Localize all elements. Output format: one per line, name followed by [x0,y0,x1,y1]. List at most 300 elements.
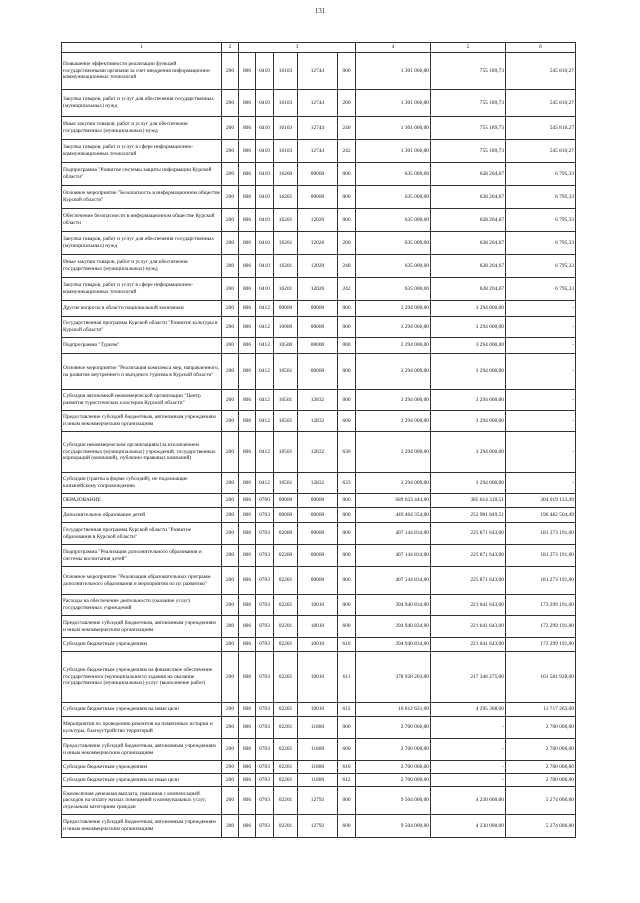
row-expense-type-code: 200 [338,232,356,255]
row-executed-amount: 628 204,67 [431,278,506,301]
row-expense-type-code: 000 [338,163,356,186]
row-section-code: 0410 [256,209,274,232]
row-expense-type-code: 240 [338,255,356,278]
row-approved-amount: 635 000,00 [356,209,431,232]
row-remaining-amount: 545 810,27 [506,117,576,140]
row-approved-amount: 9 504 000,00 [356,815,431,838]
row-expense-type-code: 000 [338,209,356,232]
row-ministry-code: 806 [239,117,256,140]
table-row [62,508,576,523]
row-admin-code: 200 [222,338,239,354]
row-remaining-amount: 6 795,33 [506,232,576,255]
row-section-code: 0410 [256,140,274,163]
row-name: Закупка товаров, работ и услуг для обеспечения государственных (муниципальных) нужд [62,232,222,255]
row-section-code: 0412 [256,338,274,354]
row-name: Подпрограмма "Туризм" [62,338,222,354]
table-row [62,354,576,390]
row-remaining-amount: 173 299 191,00 [506,638,576,652]
row-direction-code: 00000 [298,338,338,354]
column-header-4: 4 [356,43,431,53]
row-direction-code: 12020 [298,232,338,255]
row-name: Дополнительное образование детей [62,508,222,523]
row-expense-type-code: 000 [338,787,356,815]
column-header-5: 5 [431,43,506,53]
row-remaining-amount: 545 810,27 [506,90,576,117]
row-section-code: 0412 [256,473,274,494]
row-direction-code: 12020 [298,278,338,301]
table-row [62,186,576,209]
row-program-code: 02201 [274,774,298,787]
row-expense-type-code: 611 [338,652,356,703]
row-approved-amount: 394 940 834,00 [356,638,431,652]
row-admin-code: 200 [222,53,239,90]
table-row [62,703,576,717]
row-direction-code: 10010 [298,652,338,703]
table-row [62,652,576,703]
row-program-code: 00000 [274,508,298,523]
row-remaining-amount: 6 795,33 [506,186,576,209]
row-section-code: 0410 [256,53,274,90]
row-admin-code: 200 [222,354,239,390]
page-number: 131 [314,7,326,15]
row-ministry-code: 806 [239,787,256,815]
row-executed-amount: 4 230 000,00 [431,787,506,815]
row-name: Субсидии бюджетным учреждениям [62,638,222,652]
row-program-code: 16103 [274,140,298,163]
row-expense-type-code: 000 [338,301,356,317]
row-approved-amount: 407 144 834,00 [356,523,431,545]
row-program-code: 02200 [274,545,298,567]
row-section-code: 0412 [256,390,274,411]
row-name: Государственная программа Курской области "Развитие культуры в Курской области" [62,317,222,338]
row-approved-amount: 1 301 000,00 [356,53,431,90]
row-admin-code: 200 [222,411,239,432]
row-executed-amount: 385 614 310,51 [431,494,506,508]
row-name: Иные закупки товаров, работ и услуг для обеспечения государственных (муниципальных) нужд [62,255,222,278]
row-executed-amount: 225 871 643,00 [431,545,506,567]
row-expense-type-code: 000 [338,595,356,616]
row-remaining-amount: 6 795,33 [506,255,576,278]
row-approved-amount: 9 504 000,00 [356,787,431,815]
row-name: Подпрограмма "Реализация дополнительного образования и системы воспитания детей" [62,545,222,567]
table-row [62,523,576,545]
row-approved-amount: 3 294 000,00 [356,473,431,494]
table-row [62,390,576,411]
row-remaining-amount: 6 795,33 [506,163,576,186]
row-remaining-amount: 181 273 191,00 [506,545,576,567]
row-direction-code: 00000 [298,163,338,186]
row-approved-amount: 635 000,00 [356,163,431,186]
row-program-code: 16103 [274,53,298,90]
row-executed-amount: 3 294 000,00 [431,301,506,317]
row-remaining-amount: - [506,390,576,411]
row-program-code: 10500 [274,338,298,354]
row-approved-amount: 3 294 000,00 [356,338,431,354]
row-approved-amount: 3 294 000,00 [356,411,431,432]
row-expense-type-code: 612 [338,703,356,717]
row-expense-type-code: 000 [338,53,356,90]
row-section-code: 0410 [256,278,274,301]
row-remaining-amount: 2 700 000,00 [506,739,576,761]
row-ministry-code: 806 [239,338,256,354]
row-remaining-amount: - [506,411,576,432]
row-admin-code: 200 [222,432,239,473]
row-program-code: 02201 [274,815,298,838]
row-program-code: 00000 [274,494,298,508]
row-remaining-amount: 173 299 191,00 [506,616,576,638]
row-section-code: 0703 [256,616,274,638]
row-ministry-code: 806 [239,761,256,774]
row-executed-amount: 252 981 849,51 [431,508,506,523]
budget-table [61,42,576,838]
row-expense-type-code: 610 [338,761,356,774]
row-remaining-amount: - [506,432,576,473]
row-executed-amount: - [431,774,506,787]
table-row [62,90,576,117]
row-remaining-amount: 304 019 133,49 [506,494,576,508]
table-row [62,761,576,774]
row-name: Закупка товаров, работ и услуг в сфере информационно-коммуникационных технологий [62,278,222,301]
row-name: Ежемесячная денежная выплата, связанная с компенсацией расходов на оплату жилых помещений и коммунальных услуг, отдельным категориям граждан [62,787,222,815]
row-admin-code: 200 [222,761,239,774]
row-approved-amount: 407 144 834,00 [356,567,431,595]
row-name: Государственная программа Курской области "Развитие образования в Курской области" [62,523,222,545]
row-name: Обеспечение безопасности в информационном обществе Курской области [62,209,222,232]
row-approved-amount: 2 700 000,00 [356,761,431,774]
row-admin-code: 200 [222,787,239,815]
row-approved-amount: 689 633 444,00 [356,494,431,508]
row-section-code: 0703 [256,815,274,838]
row-ministry-code: 806 [239,473,256,494]
row-admin-code: 200 [222,117,239,140]
row-ministry-code: 806 [239,567,256,595]
row-expense-type-code: 600 [338,411,356,432]
row-direction-code: 00000 [298,567,338,595]
row-admin-code: 200 [222,717,239,739]
row-name: Предоставление субсидий бюджетным, автономным учреждениям и иным некоммерческим организациям [62,411,222,432]
row-admin-code: 200 [222,616,239,638]
row-section-code: 0703 [256,787,274,815]
table-row [62,616,576,638]
row-executed-amount: 628 204,67 [431,186,506,209]
row-executed-amount: 225 871 643,00 [431,567,506,595]
column-header-6: 6 [506,43,576,53]
row-admin-code: 200 [222,508,239,523]
table-row [62,473,576,494]
row-ministry-code: 806 [239,508,256,523]
row-admin-code: 200 [222,140,239,163]
row-ministry-code: 806 [239,354,256,390]
row-remaining-amount: - [506,338,576,354]
row-expense-type-code: 242 [338,278,356,301]
row-admin-code: 200 [222,523,239,545]
row-section-code: 0410 [256,255,274,278]
row-ministry-code: 806 [239,255,256,278]
row-executed-amount: - [431,739,506,761]
row-name: Субсидии бюджетным учреждениям на финансовое обеспечение государственного (муниципального) задания на оказание государственных (муниципальных) услуг (выполнение работ) [62,652,222,703]
row-section-code: 0412 [256,411,274,432]
row-section-code: 0410 [256,117,274,140]
row-direction-code: 10010 [298,703,338,717]
row-program-code: 02201 [274,595,298,616]
row-program-code: 16201 [274,255,298,278]
row-admin-code: 200 [222,703,239,717]
row-program-code: 10000 [274,317,298,338]
row-remaining-amount: 196 482 504,49 [506,508,576,523]
row-executed-amount: 221 641 643,00 [431,595,506,616]
row-remaining-amount: - [506,473,576,494]
row-executed-amount: 755 189,73 [431,117,506,140]
table-row [62,494,576,508]
row-ministry-code: 806 [239,595,256,616]
row-approved-amount: 407 144 834,00 [356,545,431,567]
table-row [62,338,576,354]
row-direction-code: 12020 [298,209,338,232]
row-program-code: 16200 [274,163,298,186]
row-ministry-code: 806 [239,739,256,761]
row-ministry-code: 806 [239,432,256,473]
row-ministry-code: 806 [239,301,256,317]
column-header-2: 2 [222,43,239,53]
row-expense-type-code: 000 [338,717,356,739]
row-direction-code: 12792 [298,787,338,815]
row-approved-amount: 394 940 834,00 [356,595,431,616]
row-ministry-code: 806 [239,411,256,432]
row-ministry-code: 806 [239,163,256,186]
row-approved-amount: 449 464 354,00 [356,508,431,523]
table-row [62,432,576,473]
row-direction-code: 11800 [298,739,338,761]
row-expense-type-code: 600 [338,815,356,838]
row-approved-amount: 3 294 000,00 [356,354,431,390]
row-program-code: 16201 [274,186,298,209]
row-executed-amount: 4 230 000,00 [431,815,506,838]
table-row [62,774,576,787]
row-expense-type-code: 630 [338,432,356,473]
row-program-code: 02000 [274,523,298,545]
row-executed-amount: 755 189,73 [431,90,506,117]
row-direction-code: 10010 [298,595,338,616]
table-row [62,301,576,317]
table-header-row [62,43,576,53]
table-row [62,787,576,815]
row-program-code: 16201 [274,278,298,301]
row-admin-code: 200 [222,473,239,494]
row-direction-code: 12832 [298,411,338,432]
row-admin-code: 200 [222,317,239,338]
row-name: Субсидии бюджетным учреждениям на иные цели [62,774,222,787]
row-expense-type-code: 000 [338,390,356,411]
row-remaining-amount: 545 810,27 [506,140,576,163]
row-approved-amount: 3 294 000,00 [356,317,431,338]
row-remaining-amount: 11 717 263,00 [506,703,576,717]
row-ministry-code: 806 [239,317,256,338]
row-direction-code: 12744 [298,53,338,90]
row-direction-code: 11800 [298,774,338,787]
row-admin-code: 200 [222,739,239,761]
row-executed-amount: 755 189,73 [431,53,506,90]
row-admin-code: 200 [222,278,239,301]
row-program-code: 02201 [274,616,298,638]
row-ministry-code: 806 [239,186,256,209]
row-section-code: 0412 [256,354,274,390]
row-program-code: 02201 [274,638,298,652]
row-expense-type-code: 000 [338,508,356,523]
row-section-code: 0703 [256,703,274,717]
row-program-code: 16201 [274,232,298,255]
row-approved-amount: 1 301 000,00 [356,117,431,140]
row-approved-amount: 3 294 000,00 [356,432,431,473]
row-direction-code: 10010 [298,616,338,638]
row-admin-code: 200 [222,209,239,232]
row-ministry-code: 806 [239,638,256,652]
row-direction-code: 12744 [298,140,338,163]
row-section-code: 0412 [256,301,274,317]
row-expense-type-code: 600 [338,739,356,761]
row-program-code: 16103 [274,90,298,117]
table-row [62,717,576,739]
row-section-code: 0703 [256,523,274,545]
row-section-code: 0703 [256,595,274,616]
row-name: Субсидии бюджетным учреждениям на иные цели [62,703,222,717]
row-ministry-code: 806 [239,545,256,567]
column-header-3: 3 [239,43,356,53]
row-approved-amount: 2 700 000,00 [356,774,431,787]
table-row [62,739,576,761]
table-row [62,255,576,278]
row-admin-code: 200 [222,301,239,317]
row-direction-code: 11800 [298,717,338,739]
row-executed-amount: 221 641 643,00 [431,638,506,652]
row-program-code: 02201 [274,567,298,595]
row-ministry-code: 806 [239,815,256,838]
row-section-code: 0703 [256,717,274,739]
row-name: Основное мероприятие "Реализация образовательных программ дополнительного образования и мероприятия по их развитию" [62,567,222,595]
row-name: Иные закупки товаров, работ и услуг для обеспечения государственных (муниципальных) нужд [62,117,222,140]
row-expense-type-code: 000 [338,545,356,567]
table-row [62,140,576,163]
table-row [62,815,576,838]
row-section-code: 0703 [256,567,274,595]
row-section-code: 0703 [256,545,274,567]
row-section-code: 0410 [256,163,274,186]
row-direction-code: 11800 [298,761,338,774]
table-row [62,53,576,90]
row-name: Расходы на обеспечение деятельности (оказание услуг) государственных учреждений [62,595,222,616]
row-section-code: 0703 [256,761,274,774]
row-program-code: 02201 [274,761,298,774]
row-section-code: 0410 [256,232,274,255]
row-name: ОБРАЗОВАНИЕ [62,494,222,508]
row-admin-code: 200 [222,567,239,595]
row-expense-type-code: 000 [338,354,356,390]
row-executed-amount: 3 294 000,00 [431,317,506,338]
table-row [62,117,576,140]
row-program-code: 10501 [274,354,298,390]
table-row [62,638,576,652]
row-approved-amount: 635 000,00 [356,186,431,209]
row-program-code: 02201 [274,703,298,717]
row-ministry-code: 806 [239,494,256,508]
row-executed-amount: - [431,717,506,739]
row-remaining-amount: 2 700 000,00 [506,761,576,774]
row-remaining-amount: 6 795,33 [506,278,576,301]
row-direction-code: 00000 [298,186,338,209]
row-approved-amount: 3 294 000,00 [356,301,431,317]
row-remaining-amount: 2 700 000,00 [506,774,576,787]
row-approved-amount: 394 940 834,00 [356,616,431,638]
row-section-code: 0703 [256,774,274,787]
row-name: Предоставление субсидий бюджетным, автономным учреждениям и иным некоммерческим организациям [62,815,222,838]
row-expense-type-code: 000 [338,186,356,209]
row-direction-code: 12744 [298,90,338,117]
row-remaining-amount: 6 795,33 [506,209,576,232]
row-admin-code: 200 [222,232,239,255]
row-section-code: 0703 [256,739,274,761]
row-approved-amount: 1 301 000,00 [356,90,431,117]
row-approved-amount: 635 000,00 [356,278,431,301]
row-expense-type-code: 240 [338,117,356,140]
row-expense-type-code: 600 [338,616,356,638]
row-executed-amount: 3 294 000,00 [431,473,506,494]
row-admin-code: 200 [222,815,239,838]
row-remaining-amount: 173 299 191,00 [506,595,576,616]
row-approved-amount: 1 301 000,00 [356,140,431,163]
row-name: Основное мероприятие "Безопасность в информационном обществе Курской области" [62,186,222,209]
row-direction-code: 00000 [298,508,338,523]
row-approved-amount: 2 700 000,00 [356,717,431,739]
row-direction-code: 12020 [298,255,338,278]
row-program-code: 10501 [274,432,298,473]
row-ministry-code: 806 [239,209,256,232]
row-ministry-code: 806 [239,232,256,255]
table-row [62,411,576,432]
row-ministry-code: 806 [239,616,256,638]
row-direction-code: 00000 [298,354,338,390]
row-direction-code: 00000 [298,317,338,338]
row-remaining-amount: 161 581 928,00 [506,652,576,703]
row-direction-code: 10010 [298,638,338,652]
row-program-code: 00000 [274,301,298,317]
row-executed-amount: 3 294 000,00 [431,354,506,390]
row-direction-code: 00000 [298,523,338,545]
row-admin-code: 200 [222,163,239,186]
row-ministry-code: 806 [239,90,256,117]
row-remaining-amount: 545 810,27 [506,53,576,90]
row-remaining-amount: - [506,354,576,390]
row-remaining-amount: 5 274 000,00 [506,815,576,838]
row-name: Субсидии некоммерческим организациям (за исключением государственных (муниципальных) учреждений, государственных корпораций (компаний), публично-правовых компаний) [62,432,222,473]
row-name: Субсидия автономной некоммерческой организации "Центр развития туристических кластеров Курской области" [62,390,222,411]
row-program-code: 02201 [274,652,298,703]
row-name: Подпрограмма "Развитие системы защиты информации Курской области" [62,163,222,186]
row-executed-amount: 221 641 643,00 [431,616,506,638]
row-program-code: 16201 [274,209,298,232]
row-approved-amount: 635 000,00 [356,232,431,255]
row-executed-amount: 755 189,73 [431,140,506,163]
row-direction-code: 00000 [298,545,338,567]
row-expense-type-code: 610 [338,638,356,652]
row-section-code: 0412 [256,432,274,473]
row-remaining-amount: 5 274 000,00 [506,787,576,815]
row-remaining-amount: - [506,301,576,317]
row-ministry-code: 806 [239,652,256,703]
row-ministry-code: 806 [239,278,256,301]
row-direction-code: 12744 [298,117,338,140]
row-program-code: 16103 [274,117,298,140]
table-row [62,209,576,232]
table-row [62,545,576,567]
